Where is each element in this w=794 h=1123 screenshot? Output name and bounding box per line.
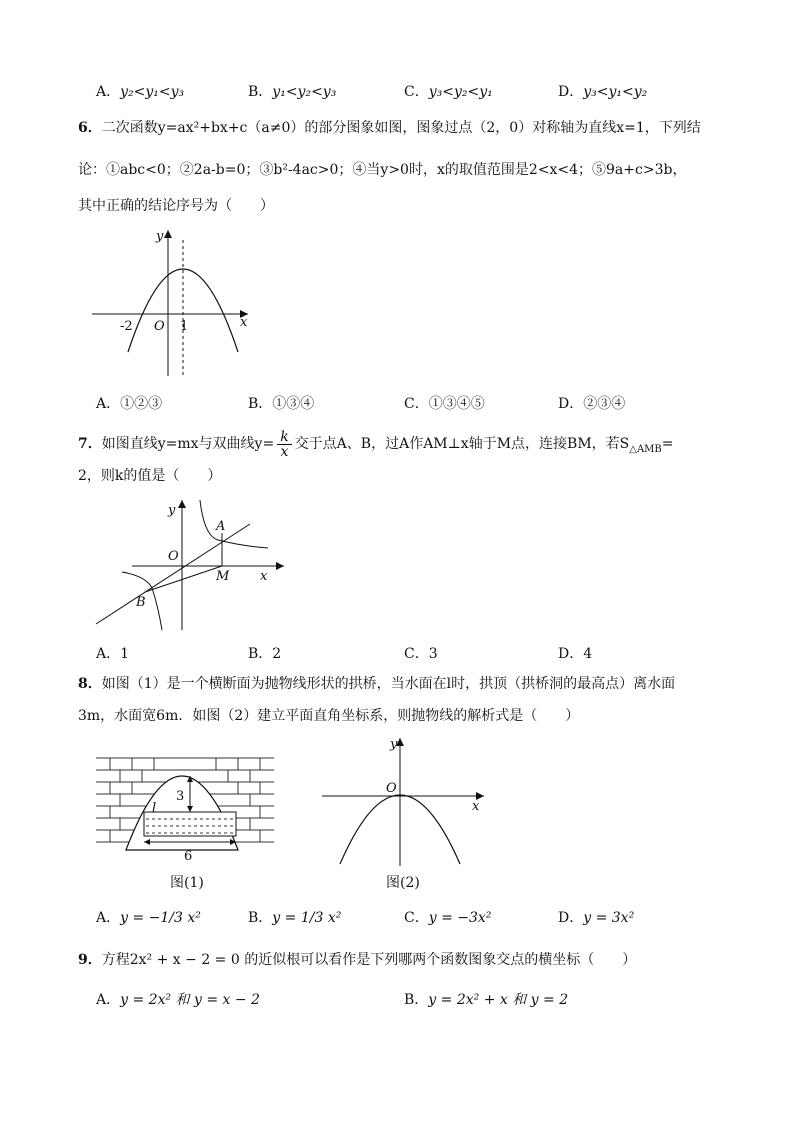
q8-bridge-figure: [96, 756, 276, 864]
q8-option-c: C．y = −3x²: [404, 910, 492, 926]
hyperbola-branch-1: [200, 500, 268, 548]
k-over-x-fraction: $\frac{k}{x}$: [277, 430, 291, 459]
y-axis-arrow: [164, 230, 172, 238]
q5-option-d: D．y₃<y₁<y₂: [558, 84, 648, 100]
q6-parabola-graph: [88, 226, 258, 382]
q7-option-d: D．4: [558, 646, 593, 662]
water-rect: [144, 812, 236, 836]
q6-option-d: D．②③④: [558, 396, 626, 412]
fig2-caption: 图(2): [386, 875, 420, 891]
point-b-label: B: [136, 595, 146, 610]
point-m-label: M: [216, 569, 230, 584]
q5-option-a: A．y₂<y₁<y₃: [96, 84, 185, 100]
x-axis-label: x: [472, 799, 480, 814]
q8-option-a: A．y = −1/3 x²: [96, 910, 201, 926]
tick-neg-2: -2: [120, 319, 133, 334]
q6-line-3: 其中正确的结论序号为（ ）: [78, 198, 274, 214]
q9-option-a: A．y = 2x² 和 y = x − 2: [96, 992, 260, 1008]
q8-option-b: B．y = 1/3 x²: [248, 910, 342, 926]
q7-option-c: C．3: [404, 646, 438, 662]
y-axis-label: y: [390, 737, 398, 752]
y-axis-arrow: [178, 500, 186, 508]
q8-line-2: 3m，水面宽6m．如图（2）建立平面直角坐标系，则抛物线的解析式是（ ）: [78, 708, 580, 724]
q8-line-1: 8．如图（1）是一个横断面为抛物线形状的拱桥，当水面在l时，拱顶（拱桥洞的最高点）离水面: [78, 676, 676, 692]
parabola-curve: [128, 269, 238, 352]
x-axis-arrow: [276, 562, 284, 570]
segment-bm: [145, 566, 222, 592]
q5-option-c: C．y₃<y₂<y₁: [404, 84, 493, 100]
y-axis-label: y: [156, 229, 164, 244]
point-a-label: A: [216, 519, 226, 534]
q5-option-b: B．y₁<y₂<y₃: [248, 84, 337, 100]
q6-line-2: 论：①abc<0；②2a-b=0；③b²-4ac>0；④当y>0时，x的取值范围是2<x<4；⑤9a+c>3b，: [78, 162, 687, 178]
tick-1: 1: [180, 319, 189, 334]
q7-option-a: A．1: [96, 646, 130, 662]
q9-stem: 9．方程2x² + x − 2 = 0 的近似根可以看作是下列哪两个函数图象交点的横坐标（ ）: [78, 952, 637, 968]
origin-label: O: [386, 781, 397, 796]
q8-option-d: D．y = 3x²: [558, 910, 635, 926]
y-axis-label: y: [168, 503, 176, 518]
q6-option-b: B．①③④: [248, 396, 315, 412]
origin-label: O: [154, 319, 165, 334]
water-level-label: l: [152, 801, 157, 816]
q9-option-b: B．y = 2x² + x 和 y = 2: [404, 992, 569, 1008]
x-axis-label: x: [240, 315, 248, 330]
q7-hyperbola-graph: [92, 496, 292, 634]
q8-coordinate-figure: [320, 734, 490, 868]
width-label: 6: [184, 849, 193, 864]
fig1-caption: 图(1): [170, 875, 204, 891]
q7-option-b: B．2: [248, 646, 282, 662]
q7-line-2: 2，则k的值是（ ）: [78, 468, 222, 484]
q6-option-c: C．①③④⑤: [404, 396, 485, 412]
q7-line-1: 7．如图直线y=mx与双曲线y= $\frac{k}{x}$ 交于点A、B，过A作AM⊥x轴于M点，连接BM，若$S_{\triangle AMB}=$: [78, 428, 674, 460]
origin-label: O: [168, 549, 179, 564]
q6-option-a: A．①②③: [96, 396, 163, 412]
q6-line-1: 6．二次函数y=ax²+bx+c（a≠0）的部分图象如图，图象过点（2，0）对称轴为直线x=1，下列结: [78, 120, 701, 136]
x-axis-label: x: [260, 569, 268, 584]
height-label: 3: [176, 789, 185, 804]
